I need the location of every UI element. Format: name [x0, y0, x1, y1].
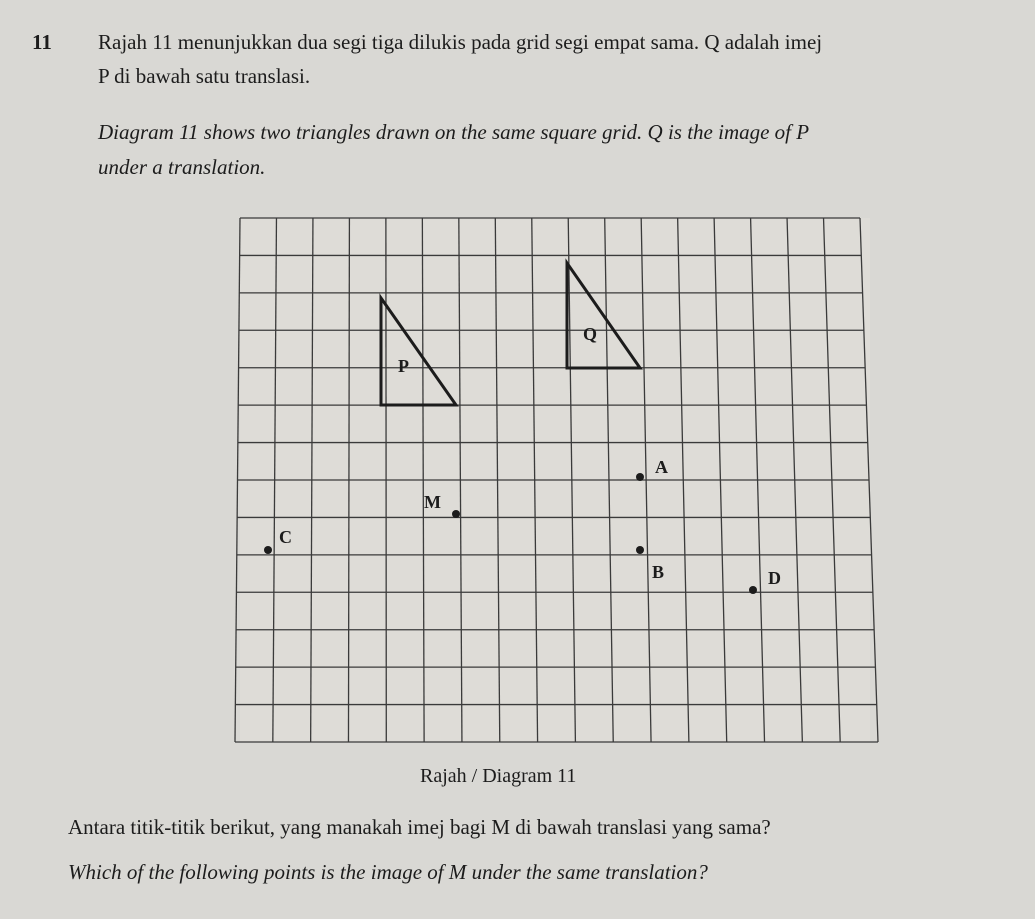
diagram-caption: Rajah / Diagram 11: [420, 765, 577, 787]
english-intro: Diagram 11 shows two triangles drawn on the same square grid. Q is the image of P: [98, 120, 810, 144]
point-d: [749, 586, 757, 594]
malay-intro-2: P di bawah satu translasi.: [98, 64, 311, 88]
label-c: C: [279, 527, 292, 547]
label-b: B: [652, 562, 665, 582]
label-m: M: [424, 492, 441, 512]
malay-intro: Rajah 11 menunjukkan dua segi tiga dilukis pada grid segi empat sama. Q adalah imej: [98, 30, 823, 54]
label-d: D: [768, 568, 781, 588]
label-q: Q: [583, 324, 598, 344]
point-m: [452, 510, 460, 518]
point-a: [636, 473, 644, 481]
point-b: [636, 546, 644, 554]
point-c: [264, 546, 272, 554]
english-intro-2: under a translation.: [98, 155, 266, 179]
label-p: P: [398, 356, 409, 376]
malay-question: Antara titik-titik berikut, yang manakah imej bagi M di bawah translasi yang sama?: [68, 815, 771, 839]
english-question: Which of the following points is the image of M under the same translation?: [68, 860, 708, 884]
label-a: A: [655, 457, 668, 477]
question-number: 11: [32, 30, 52, 54]
